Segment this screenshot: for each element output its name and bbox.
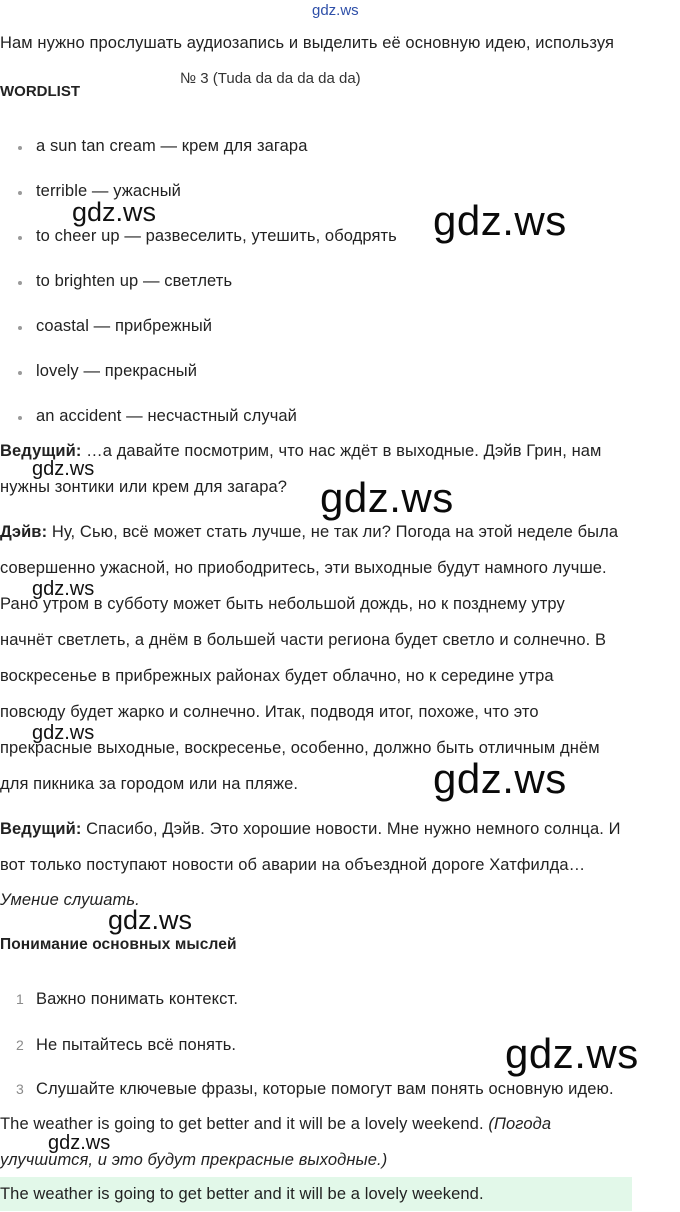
dialogue-line: Ведущий: Спасибо, Дэйв. Это хорошие новости. Мне нужно немного солнца. И — [0, 820, 621, 838]
answer-ru-end: улучшится, и это будут прекрасные выходные.) — [0, 1151, 388, 1169]
bullet — [18, 371, 22, 375]
watermark: gdz.ws — [32, 578, 95, 600]
tip-number: 3 — [16, 1081, 24, 1097]
list-item: coastal — прибрежный — [36, 317, 213, 335]
answer-ru-start: (Погода — [488, 1115, 552, 1133]
dialogue-line: нужны зонтики или крем для загара? — [0, 478, 288, 496]
watermark: gdz.ws — [108, 905, 193, 935]
wordlist-title: WORDLIST — [0, 83, 80, 100]
bullet — [18, 326, 22, 330]
tip-text: Не пытайтесь всё понять. — [36, 1036, 237, 1054]
list-item: to brighten up — светлеть — [36, 272, 233, 290]
dialogue-line: Дэйв: Ну, Сью, всё может стать лучше, не так ли? Погода на этой неделе была — [0, 523, 619, 541]
dialogue-line: Рано утром в субботу может быть небольшой дождь, но к позднему утру — [0, 595, 565, 613]
dialogue-line: начнёт светлеть, а днём в большей части региона будет светло и солнечно. В — [0, 631, 607, 649]
tip-text: Важно понимать контекст. — [36, 990, 239, 1008]
bullet — [18, 191, 22, 195]
bullet — [18, 146, 22, 150]
list-item: terrible — ужасный — [36, 182, 181, 200]
watermark: gdz.ws — [433, 197, 567, 244]
bullet — [18, 281, 22, 285]
speaker-presenter: Ведущий — [0, 442, 76, 460]
watermark-top: gdz.ws — [312, 2, 359, 19]
list-item: a sun tan cream — крем для загара — [36, 137, 308, 155]
watermark: gdz.ws — [48, 1132, 111, 1154]
tip-number: 1 — [16, 991, 24, 1007]
watermark: gdz.ws — [505, 1030, 639, 1077]
dialogue-line: повсюду будет жарко и солнечно. Итак, подводя итог, похоже, что это — [0, 703, 539, 721]
bullet — [18, 416, 22, 420]
dialogue-line: для пикника за городом или на пляже. — [0, 775, 299, 793]
skill-label: Умение слушать. — [0, 891, 140, 909]
list-item: an accident — несчастный случай — [36, 407, 297, 425]
dialogue-line: Ведущий: …а давайте посмотрим, что нас ждёт в выходные. Дэйв Грин, нам — [0, 442, 602, 460]
answer-en: The weather is going to get better and it will be a lovely weekend. — [0, 1115, 484, 1133]
dialogue-line: воскресенье в прибрежных районах будет облачно, но к середине утра — [0, 667, 554, 685]
tip-number: 2 — [16, 1037, 24, 1053]
main-ideas-title: Понимание основных мыслей — [0, 936, 237, 953]
speaker-dave: Дэйв — [0, 523, 42, 541]
tip-text: Слушайте ключевые фразы, которые помогут вам понять основную идею. — [36, 1080, 614, 1098]
watermark: gdz.ws — [32, 458, 95, 480]
dialogue-line: совершенно ужасной, но приободритесь, эти выходные будут намного лучше. — [0, 559, 607, 577]
list-item: to cheer up — развеселить, утешить, ободрять — [36, 227, 397, 245]
dialogue-line: прекрасные выходные, воскресенье, особенно, должно быть отличным днём — [0, 739, 600, 757]
intro-text: Нам нужно прослушать аудиозапись и выделить её основную идею, используя — [0, 34, 615, 52]
watermark: gdz.ws — [32, 722, 95, 744]
dialogue-text: Ну, Сью, всё может стать лучше, не так ли? Погода на этой неделе была — [51, 523, 619, 541]
bullet — [18, 236, 22, 240]
watermark: gdz.ws — [433, 755, 567, 802]
watermark: gdz.ws — [72, 197, 157, 227]
speaker-presenter: Ведущий — [0, 820, 76, 838]
highlighted-answer: The weather is going to get better and it will be a lovely weekend. — [0, 1185, 484, 1203]
dialogue-line: вот только поступают новости об аварии на объездной дороге Хатфилда… — [0, 856, 586, 874]
watermark: gdz.ws — [320, 474, 454, 521]
dialogue-text: …а давайте посмотрим, что нас ждёт в выходные. Дэйв Грин, нам — [86, 442, 602, 460]
dialogue-text: Спасибо, Дэйв. Это хорошие новости. Мне нужно немного солнца. И — [86, 820, 621, 838]
cut-line: № 3 (Tuda da da da da da) — [180, 70, 361, 87]
highlighted-answer-box — [0, 1177, 632, 1211]
list-item: lovely — прекрасный — [36, 362, 198, 380]
